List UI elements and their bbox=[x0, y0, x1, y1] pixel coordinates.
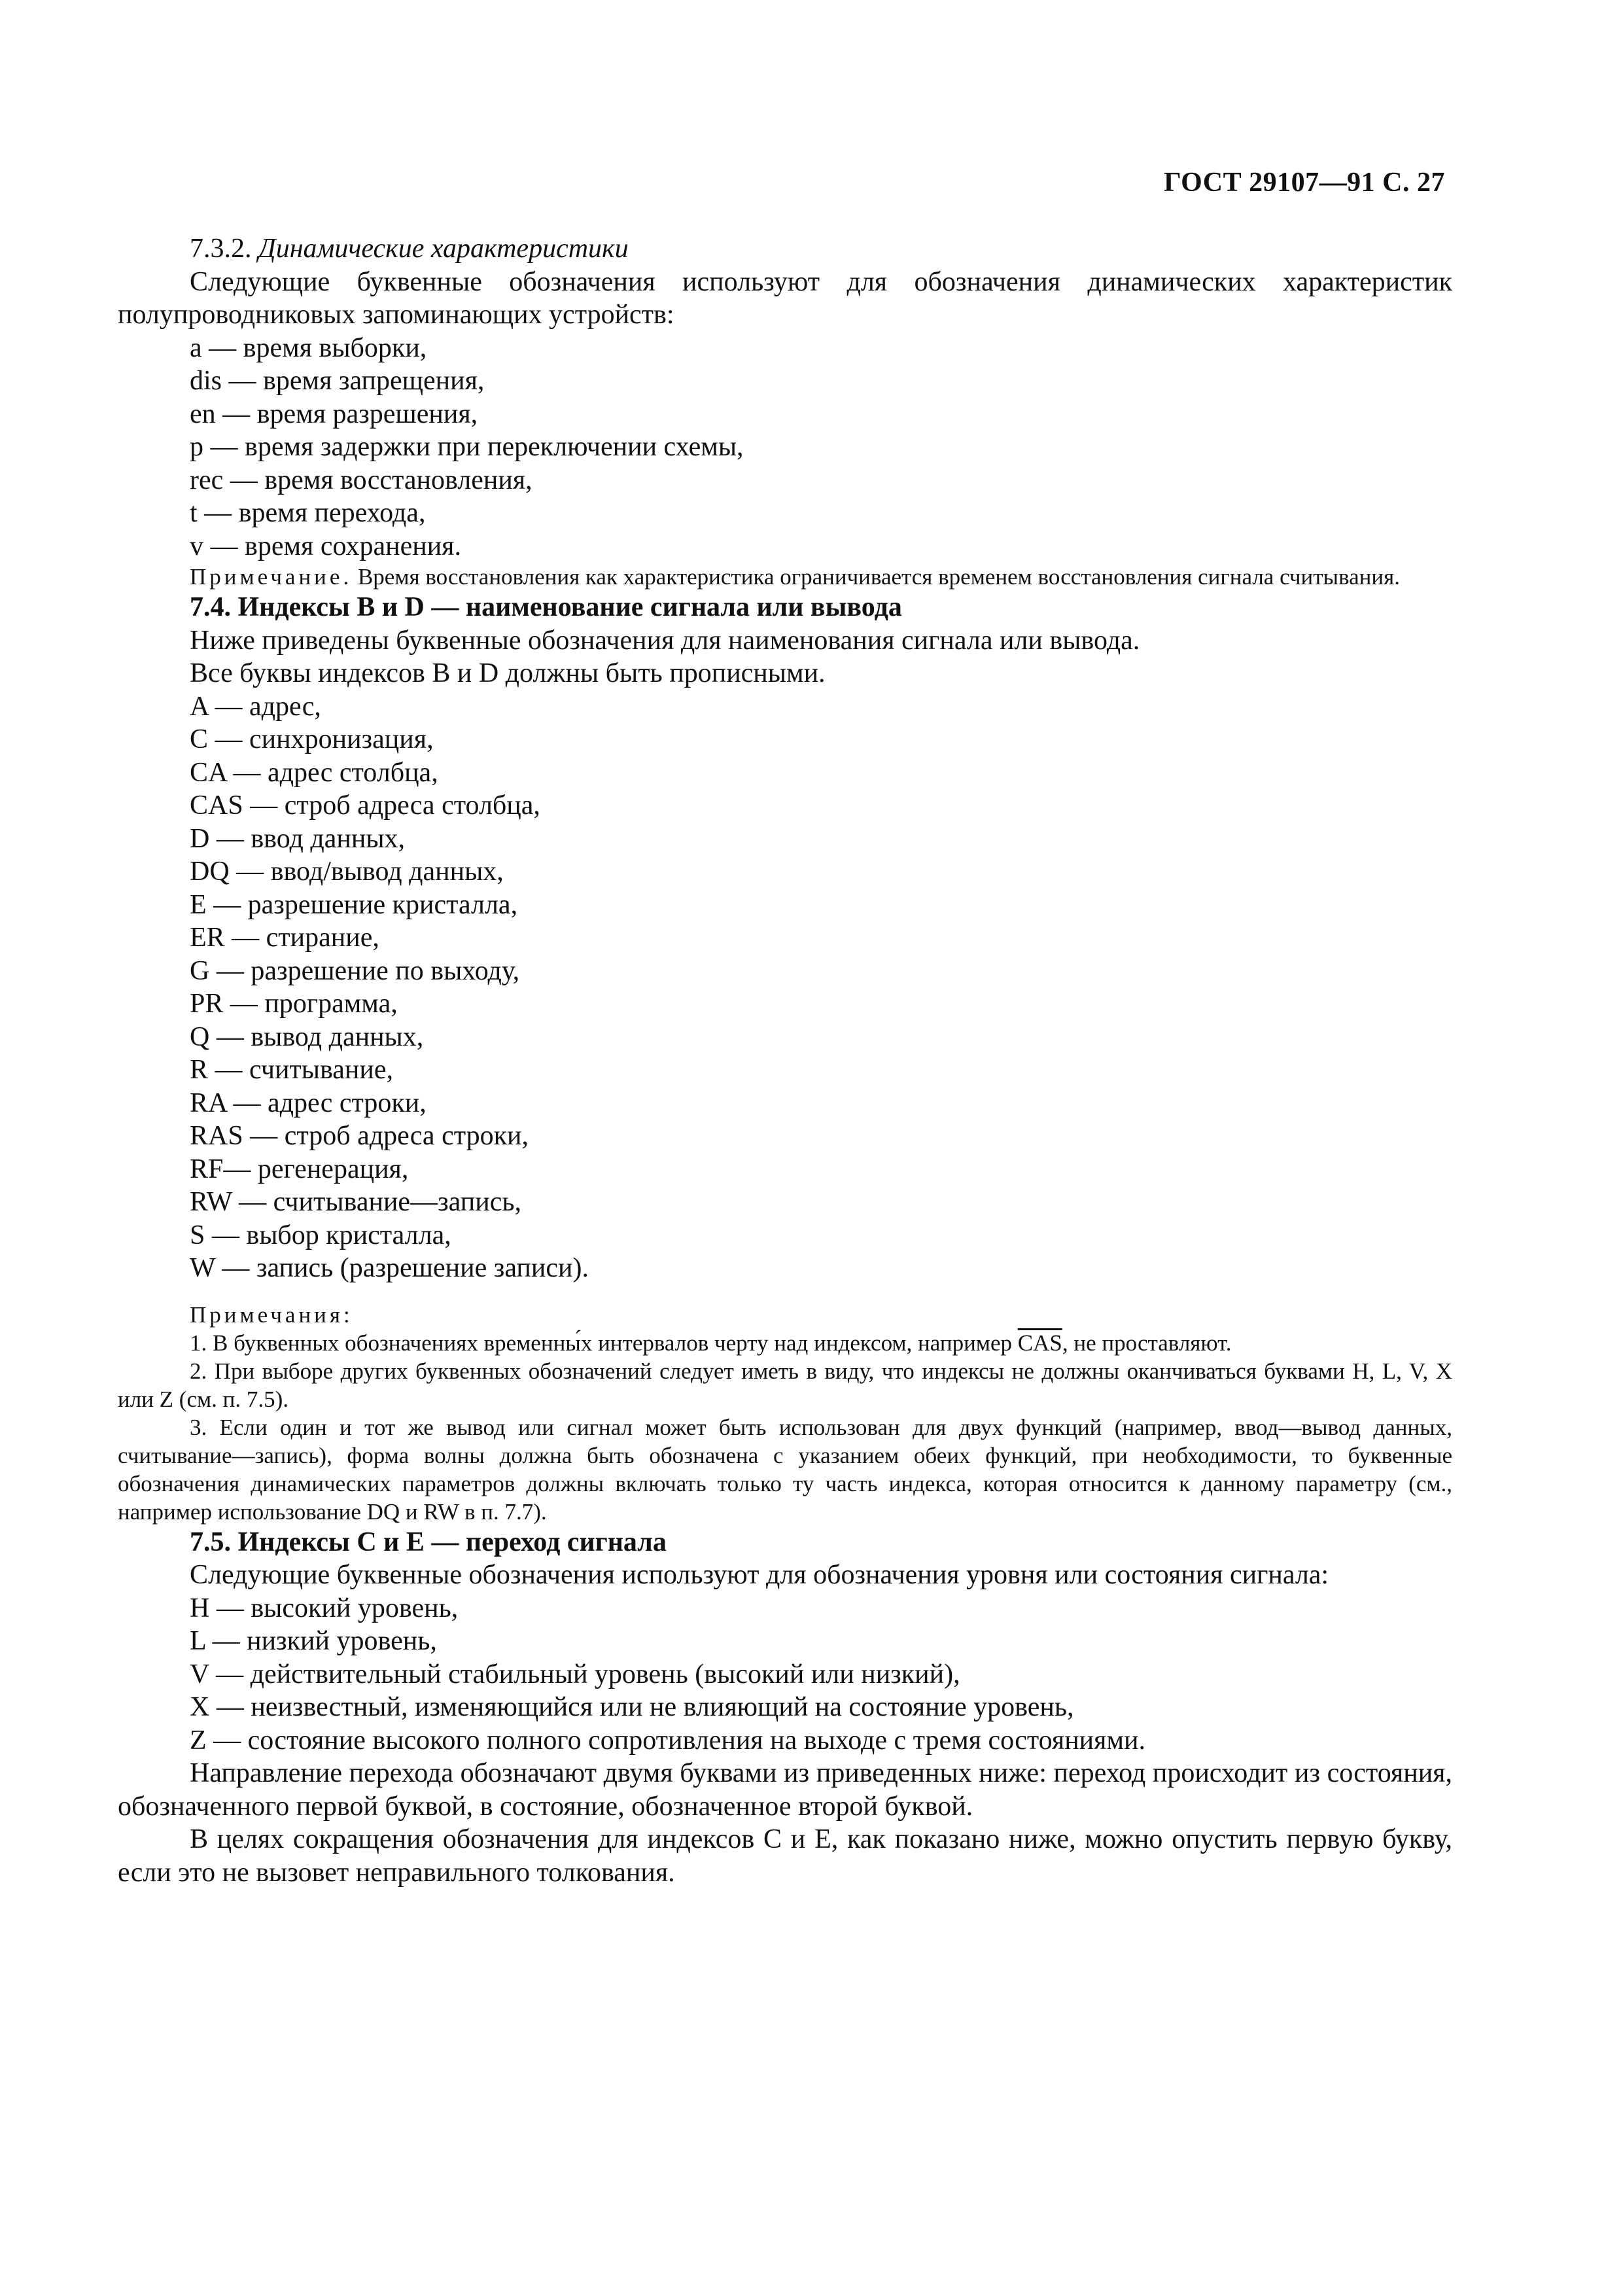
list-item: S — выбор кристалла, bbox=[190, 1220, 451, 1250]
note-1 bbox=[118, 1329, 1452, 1357]
notes-7-4 bbox=[118, 1301, 1452, 1526]
note-1-post: , не проставляют. bbox=[1062, 1330, 1232, 1356]
signal-levels-list bbox=[118, 1592, 1452, 1757]
section-title: Динамические характеристики bbox=[258, 234, 629, 264]
list-item: t — время перехода, bbox=[190, 498, 426, 528]
section-7-4-heading: 7.4. Индексы B и D — наименование сигнала или вывода bbox=[190, 592, 902, 622]
list-item: E — разрешение кристалла, bbox=[190, 889, 518, 920]
list-item: PR — программа, bbox=[190, 989, 398, 1019]
page-content bbox=[118, 232, 1452, 1889]
list-item: RAS — строб адреса строки, bbox=[190, 1121, 529, 1151]
list-item: C — синхронизация, bbox=[190, 724, 434, 754]
signal-names-list bbox=[118, 690, 1452, 1285]
note-2: 2. При выборе других буквенных обозначений следует иметь в виду, что индексы не должны оканчиваться буквами H, L, V, X или Z (см. п. 7.5). bbox=[118, 1358, 1452, 1412]
notes-label bbox=[118, 1301, 1452, 1329]
list-item: G — разрешение по выходу, bbox=[190, 955, 520, 986]
list-item: X — неизвестный, изменяющийся или не влияющий на состояние уровень, bbox=[190, 1692, 1074, 1722]
list-item: Q — вывод данных, bbox=[190, 1021, 424, 1052]
list-item: RF— регенерация, bbox=[190, 1154, 409, 1184]
list-item: Z — состояние высокого полного сопротивления на выходе с тремя состояниями. bbox=[190, 1725, 1146, 1756]
section-number: 7.3.2. bbox=[190, 234, 252, 264]
list-item: CAS — строб адреса столбца, bbox=[190, 790, 540, 821]
note-1-pre: 1. В буквенных обозначениях временны́х интервалов черту над индексом, например bbox=[190, 1330, 1018, 1356]
list-item: RA — адрес строки, bbox=[190, 1087, 427, 1118]
list-item: ER — стирание, bbox=[190, 923, 379, 953]
list-item: R — считывание, bbox=[190, 1055, 394, 1085]
list-item: L — низкий уровень, bbox=[190, 1626, 437, 1656]
notes-label-text: Примечания: bbox=[190, 1301, 353, 1328]
section-7-5-intro: Следующие буквенные обозначения используют для обозначения уровня или состояния сигнала: bbox=[190, 1560, 1329, 1590]
section-7-3-2-intro: Следующие буквенные обозначения используют для обозначения динамических характеристик полупроводниковых запоминающих устройств: bbox=[118, 266, 1452, 330]
list-item: H — высокий уровень, bbox=[190, 1593, 459, 1623]
list-item: DQ — ввод/вывод данных, bbox=[190, 857, 504, 887]
page-header: ГОСТ 29107—91 С. 27 bbox=[1163, 168, 1445, 198]
list-item: RW — считывание—запись, bbox=[190, 1187, 521, 1217]
list-item: CA — адрес столбца, bbox=[190, 757, 438, 788]
note-label: Примечание. bbox=[190, 564, 353, 590]
list-item: a — время выборки, bbox=[190, 332, 427, 363]
list-item: v — время сохранения. bbox=[190, 531, 461, 561]
list-item: rec — время восстановления, bbox=[190, 465, 532, 495]
list-item: W — запись (разрешение записи). bbox=[190, 1253, 589, 1283]
note-1-mark: $\overline{CAS}$ bbox=[1017, 1330, 1062, 1356]
dynamic-characteristics-list bbox=[118, 332, 1452, 563]
list-item: A — адрес, bbox=[190, 691, 321, 722]
list-item: dis — время запрещения, bbox=[190, 366, 485, 396]
list-item: D — ввод данных, bbox=[190, 823, 406, 854]
note-7-3-2 bbox=[118, 563, 1452, 591]
list-item: p — время задержки при переключении схемы, bbox=[190, 432, 744, 462]
list-item: en — время разрешения, bbox=[190, 398, 478, 429]
section-7-4-p2: Все буквы индексов B и D должны быть прописными. bbox=[190, 658, 826, 688]
section-7-3-2-heading bbox=[118, 232, 1452, 266]
note-text: Время восстановления как характеристика ограничивается временем восстановления сигнала считывания. bbox=[357, 564, 1400, 590]
note-3: 3. Если один и тот же вывод или сигнал может быть использован для двух функций (например, ввод—вывод данных, считывание—запись), форма волны должна быть обозначена с указанием обеих функций, при необходимости, то буквенные обозначения динамических параметров должны включать только ту часть индекса, которая относится к данному параметру (см., например использование DQ и RW в п. 7.7). bbox=[118, 1414, 1452, 1525]
section-7-5-p1: Направление перехода обозначают двумя буквами из приведенных ниже: переход происходит из состояния, обозначенного первой буквой, в состояние, обозначенное второй буквой. bbox=[118, 1758, 1452, 1822]
list-item: V — действительный стабильный уровень (высокий или низкий), bbox=[190, 1659, 960, 1689]
section-7-5-p2: В целях сокращения обозначения для индексов C и E, как показано ниже, можно опустить первую букву, если это не вызовет неправильного толкования. bbox=[118, 1824, 1452, 1888]
section-7-4-p1: Ниже приведены буквенные обозначения для наименования сигнала или вывода. bbox=[190, 625, 1140, 656]
section-7-5-heading: 7.5. Индексы C и E — переход сигнала bbox=[190, 1527, 667, 1557]
